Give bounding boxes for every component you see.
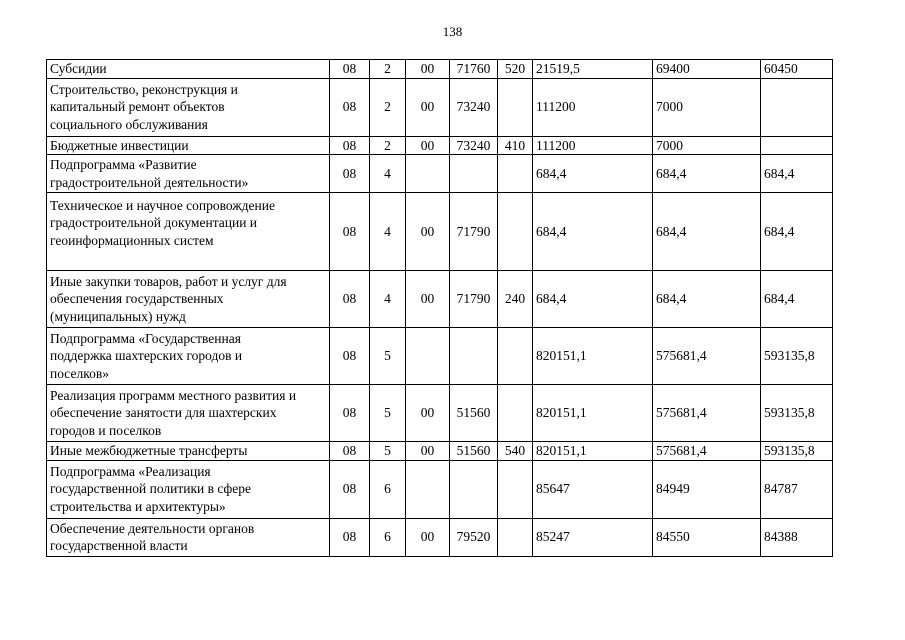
table-row bbox=[47, 328, 833, 385]
row-name-line: Обеспечение деятельности органов bbox=[50, 520, 255, 536]
row-name-line: строительства и архитектуры» bbox=[50, 498, 226, 514]
subsection-code-cell: 4 bbox=[370, 193, 406, 271]
row-name-line: Подпрограмма «Государственная bbox=[50, 330, 241, 346]
subsection-code-cell: 4 bbox=[370, 271, 406, 328]
table-row bbox=[47, 136, 833, 155]
row-name-cell bbox=[47, 60, 330, 79]
row-name-line: государственной политики в сфере bbox=[50, 481, 252, 497]
section-code-cell: 08 bbox=[330, 271, 370, 328]
expense-type-cell: 240 bbox=[498, 271, 533, 328]
amount-year2-cell: 684,4 bbox=[653, 271, 761, 328]
amount-year2-cell: 575681,4 bbox=[653, 385, 761, 442]
row-name-line: городов и поселков bbox=[50, 422, 162, 438]
amount-year3-cell bbox=[761, 78, 833, 136]
program-code-cell bbox=[406, 155, 450, 193]
expense-type-cell: 540 bbox=[498, 442, 533, 461]
amount-year1-cell: 21519,5 bbox=[533, 60, 653, 79]
target-code-cell bbox=[450, 328, 498, 385]
expense-type-cell: 410 bbox=[498, 136, 533, 155]
program-code-cell: 00 bbox=[406, 442, 450, 461]
subsection-code-cell: 2 bbox=[370, 78, 406, 136]
amount-year1-cell: 684,4 bbox=[533, 193, 653, 271]
budget-table bbox=[46, 59, 833, 557]
amount-year3-cell: 684,4 bbox=[761, 155, 833, 193]
program-code-cell: 00 bbox=[406, 385, 450, 442]
subsection-code-cell: 2 bbox=[370, 60, 406, 79]
table-row bbox=[47, 155, 833, 193]
row-name-cell bbox=[47, 460, 330, 518]
section-code-cell: 08 bbox=[330, 460, 370, 518]
table-row bbox=[47, 78, 833, 136]
row-name-line: Субсидии bbox=[50, 61, 107, 76]
amount-year2-cell: 575681,4 bbox=[653, 328, 761, 385]
amount-year1-cell: 820151,1 bbox=[533, 442, 653, 461]
section-code-cell: 08 bbox=[330, 60, 370, 79]
row-name-line: поддержка шахтерских городов и bbox=[50, 348, 243, 364]
table-row bbox=[47, 460, 833, 518]
row-name-cell bbox=[47, 328, 330, 385]
amount-year2-cell: 84550 bbox=[653, 518, 761, 556]
table-row bbox=[47, 442, 833, 461]
target-code-cell: 71790 bbox=[450, 271, 498, 328]
expense-type-cell bbox=[498, 193, 533, 271]
row-name-line: обеспечения государственных bbox=[50, 291, 224, 307]
section-code-cell: 08 bbox=[330, 193, 370, 271]
row-name-line bbox=[50, 249, 326, 267]
target-code-cell: 51560 bbox=[450, 385, 498, 442]
program-code-cell: 00 bbox=[406, 78, 450, 136]
table-row bbox=[47, 271, 833, 328]
expense-type-cell bbox=[498, 385, 533, 442]
section-code-cell: 08 bbox=[330, 518, 370, 556]
page-number: 138 bbox=[442, 24, 463, 39]
section-code-cell: 08 bbox=[330, 328, 370, 385]
amount-year2-cell: 7000 bbox=[653, 78, 761, 136]
row-name-line: Подпрограмма «Реализация bbox=[50, 463, 211, 479]
expense-type-cell bbox=[498, 78, 533, 136]
amount-year3-cell: 84787 bbox=[761, 460, 833, 518]
target-code-cell: 71790 bbox=[450, 193, 498, 271]
target-code-cell: 73240 bbox=[450, 78, 498, 136]
row-name-cell bbox=[47, 385, 330, 442]
amount-year3-cell bbox=[761, 136, 833, 155]
subsection-code-cell: 6 bbox=[370, 460, 406, 518]
subsection-code-cell: 2 bbox=[370, 136, 406, 155]
amount-year3-cell: 684,4 bbox=[761, 271, 833, 328]
amount-year1-cell: 684,4 bbox=[533, 271, 653, 328]
row-name-line: геоинформационных систем bbox=[50, 232, 214, 248]
expense-type-cell bbox=[498, 460, 533, 518]
amount-year1-cell: 111200 bbox=[533, 78, 653, 136]
expense-type-cell bbox=[498, 328, 533, 385]
row-name-line: государственной власти bbox=[50, 538, 188, 553]
table-row bbox=[47, 385, 833, 442]
section-code-cell: 08 bbox=[330, 155, 370, 193]
table-row bbox=[47, 60, 833, 79]
amount-year2-cell: 575681,4 bbox=[653, 442, 761, 461]
amount-year2-cell: 684,4 bbox=[653, 193, 761, 271]
expense-type-cell bbox=[498, 518, 533, 556]
row-name-line: Иные межбюджетные трансферты bbox=[50, 443, 248, 458]
table-row bbox=[47, 518, 833, 556]
amount-year3-cell: 60450 bbox=[761, 60, 833, 79]
section-code-cell: 08 bbox=[330, 136, 370, 155]
row-name-cell bbox=[47, 193, 330, 271]
row-name-cell bbox=[47, 271, 330, 328]
amount-year1-cell: 85247 bbox=[533, 518, 653, 556]
program-code-cell: 00 bbox=[406, 193, 450, 271]
section-code-cell: 08 bbox=[330, 78, 370, 136]
row-name-line: градостроительной документации и bbox=[50, 215, 258, 230]
subsection-code-cell: 5 bbox=[370, 328, 406, 385]
expense-type-cell: 520 bbox=[498, 60, 533, 79]
amount-year3-cell: 593135,8 bbox=[761, 385, 833, 442]
subsection-code-cell: 6 bbox=[370, 518, 406, 556]
section-code-cell: 08 bbox=[330, 442, 370, 461]
target-code-cell bbox=[450, 155, 498, 193]
amount-year2-cell: 84949 bbox=[653, 460, 761, 518]
amount-year3-cell: 593135,8 bbox=[761, 442, 833, 461]
row-name-line: Подпрограмма «Развитие bbox=[50, 157, 197, 172]
program-code-cell: 00 bbox=[406, 518, 450, 556]
subsection-code-cell: 5 bbox=[370, 442, 406, 461]
amount-year2-cell: 69400 bbox=[653, 60, 761, 79]
program-code-cell: 00 bbox=[406, 60, 450, 79]
row-name-cell bbox=[47, 155, 330, 193]
row-name-line: градостроительной деятельности» bbox=[50, 174, 249, 190]
table-body bbox=[47, 60, 833, 557]
amount-year1-cell: 820151,1 bbox=[533, 385, 653, 442]
section-code-cell: 08 bbox=[330, 385, 370, 442]
amount-year1-cell: 684,4 bbox=[533, 155, 653, 193]
row-name-cell bbox=[47, 518, 330, 556]
program-code-cell bbox=[406, 328, 450, 385]
amount-year1-cell: 111200 bbox=[533, 136, 653, 155]
amount-year3-cell: 684,4 bbox=[761, 193, 833, 271]
row-name-cell bbox=[47, 78, 330, 136]
program-code-cell bbox=[406, 460, 450, 518]
program-code-cell: 00 bbox=[406, 271, 450, 328]
row-name-line: Техническое и научное сопровождение bbox=[50, 197, 275, 213]
row-name-line: Иные закупки товаров, работ и услуг для bbox=[50, 273, 287, 289]
row-name-cell bbox=[47, 442, 330, 461]
row-name-line: Реализация программ местного развития и bbox=[50, 387, 297, 403]
program-code-cell: 00 bbox=[406, 136, 450, 155]
table-row bbox=[47, 193, 833, 271]
amount-year3-cell: 593135,8 bbox=[761, 328, 833, 385]
row-name-line: поселков» bbox=[50, 365, 109, 381]
amount-year2-cell: 7000 bbox=[653, 136, 761, 155]
row-name-line: Строительство, реконструкция и bbox=[50, 81, 238, 97]
amount-year1-cell: 85647 bbox=[533, 460, 653, 518]
amount-year1-cell: 820151,1 bbox=[533, 328, 653, 385]
row-name-line: капитальный ремонт объектов bbox=[50, 99, 225, 115]
row-name-line: (муниципальных) нужд bbox=[50, 308, 186, 324]
target-code-cell: 71760 bbox=[450, 60, 498, 79]
row-name-line: обеспечение занятости для шахтерских bbox=[50, 405, 277, 421]
amount-year3-cell: 84388 bbox=[761, 518, 833, 556]
amount-year2-cell: 684,4 bbox=[653, 155, 761, 193]
expense-type-cell bbox=[498, 155, 533, 193]
target-code-cell: 79520 bbox=[450, 518, 498, 556]
row-name-line: социального обслуживания bbox=[50, 116, 208, 132]
subsection-code-cell: 5 bbox=[370, 385, 406, 442]
target-code-cell: 51560 bbox=[450, 442, 498, 461]
row-name-line: Бюджетные инвестиции bbox=[50, 137, 189, 153]
subsection-code-cell: 4 bbox=[370, 155, 406, 193]
target-code-cell bbox=[450, 460, 498, 518]
row-name-cell bbox=[47, 136, 330, 155]
target-code-cell: 73240 bbox=[450, 136, 498, 155]
